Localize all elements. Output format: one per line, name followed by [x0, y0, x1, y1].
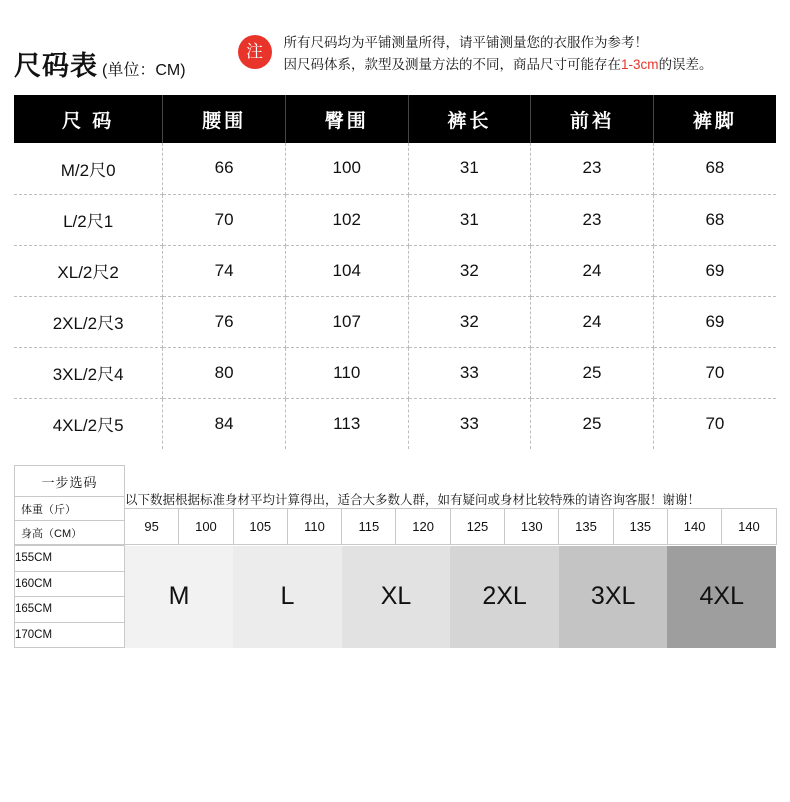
cell-hip: 110: [285, 347, 408, 398]
size-band-xl: XL: [342, 546, 451, 648]
cell-leg-opening: 68: [653, 143, 776, 194]
weight-cell: 140: [667, 509, 721, 545]
note-block: [238, 22, 713, 76]
matrix-intro-row: [15, 466, 777, 509]
cell-leg-opening: 69: [653, 245, 776, 296]
size-band-3xl: 3XL: [559, 546, 668, 648]
size-band-l: L: [233, 546, 342, 648]
matrix-row: [15, 546, 777, 572]
weight-cell: 135: [613, 509, 667, 545]
weight-cell: 110: [287, 509, 341, 545]
matrix-corner: [15, 466, 125, 545]
cell-size: 2XL/2尺3: [14, 296, 163, 347]
weight-cell: 120: [396, 509, 450, 545]
weight-cell: 105: [233, 509, 287, 545]
title-unit: (单位：CM): [102, 62, 186, 79]
size-table-body: [14, 143, 776, 449]
cell-waist: 70: [163, 194, 286, 245]
weight-cell: 135: [559, 509, 613, 545]
matrix-body-table: [14, 545, 776, 648]
cell-leg-opening: 68: [653, 194, 776, 245]
cell-leg-opening: 70: [705, 413, 725, 433]
cell-waist: 76: [163, 296, 286, 347]
cell-rise: 25: [531, 347, 654, 398]
cell-rise: 23: [531, 143, 654, 194]
cell-length: 32: [408, 296, 531, 347]
cell-leg-opening: 69: [653, 296, 776, 347]
cell-rise: 23: [531, 194, 654, 245]
cell-length: 31: [408, 143, 531, 194]
cell-waist: 66: [163, 143, 286, 194]
cell-hip: 102: [285, 194, 408, 245]
matrix-height-axis-label: 身高（CM）: [21, 528, 83, 540]
table-row: [14, 398, 776, 449]
cell-length: 32: [408, 245, 531, 296]
weight-cell: 140: [722, 509, 776, 545]
cell-hip: 100: [285, 143, 408, 194]
cell-hip: 107: [285, 296, 408, 347]
weight-cell: 130: [505, 509, 559, 545]
weight-cell: 100: [179, 509, 233, 545]
height-cell: 160CM: [15, 571, 125, 597]
cell-rise: 24: [531, 296, 654, 347]
note-line-1: 所有尺码均为平铺测量所得，请平铺测量您的衣服作为参考！: [283, 35, 649, 50]
size-recommendation-matrix: [14, 465, 776, 648]
cell-hip: 104: [285, 245, 408, 296]
cell-size: 3XL/2尺4: [14, 347, 163, 398]
cell-rise: 25: [531, 398, 654, 449]
table-row: [14, 347, 776, 398]
note-line-2: [284, 54, 713, 76]
header: [0, 0, 790, 89]
page-title: 尺码表: [14, 51, 98, 81]
table-row: [14, 143, 776, 194]
cell-leg-opening: 70: [653, 347, 776, 398]
table-row: [14, 296, 776, 347]
cell-rise: 24: [531, 245, 654, 296]
note-tolerance: 1-3cm: [621, 57, 659, 72]
col-header-waist: 腰围: [163, 95, 286, 143]
title-block: [14, 22, 186, 83]
cell-waist: 80: [163, 347, 286, 398]
note-line-2-pre: 因尺码体系，款型及测量方法的不同，商品尺寸可能存在: [283, 57, 622, 72]
note-badge-icon: 注: [238, 35, 272, 69]
matrix-corner-title: 一步选码: [15, 466, 124, 497]
col-header-leg-opening: 裤脚: [653, 95, 776, 143]
note-text: [284, 32, 713, 76]
cell-waist: 74: [163, 245, 286, 296]
table-row: [14, 194, 776, 245]
size-table-header-row: [14, 95, 776, 143]
matrix-intro-text: 以下数据根据标准身材平均计算得出，适合大多数人群，如有疑问或身材比较特殊的请咨询客服！谢谢！: [125, 493, 701, 508]
cell-hip: 113: [285, 398, 408, 449]
cell-size: XL/2尺2: [14, 245, 163, 296]
weight-cell: 115: [342, 509, 396, 545]
size-band-4xl: 4XL: [667, 546, 776, 648]
height-cell: 165CM: [15, 597, 125, 623]
table-row: [14, 245, 776, 296]
col-header-length: 裤长: [408, 95, 531, 143]
size-table: [14, 95, 776, 449]
size-band-m: M: [125, 546, 234, 648]
cell-size: L/2尺1: [14, 194, 163, 245]
height-cell: 155CM: [15, 546, 125, 572]
weight-cell: 95: [125, 509, 179, 545]
col-header-rise: 前裆: [531, 95, 654, 143]
cell-size: 4XL/2尺5: [14, 398, 163, 449]
size-band-2xl: 2XL: [450, 546, 559, 648]
height-cell: 170CM: [15, 622, 125, 648]
cell-length: 33: [408, 398, 531, 449]
note-line-2-post: 的误差。: [658, 57, 713, 72]
weight-cell: 125: [450, 509, 504, 545]
matrix-weight-row: [15, 509, 777, 545]
cell-size: M/2尺0: [14, 143, 163, 194]
cell-length: 31: [408, 194, 531, 245]
matrix-table: [14, 465, 777, 545]
cell-length: 33: [408, 347, 531, 398]
col-header-hip: 臀围: [285, 95, 408, 143]
col-header-size: 尺 码: [14, 95, 163, 143]
cell-waist: 84: [163, 398, 286, 449]
matrix-weight-axis-label: 体重（斤）: [15, 497, 124, 521]
